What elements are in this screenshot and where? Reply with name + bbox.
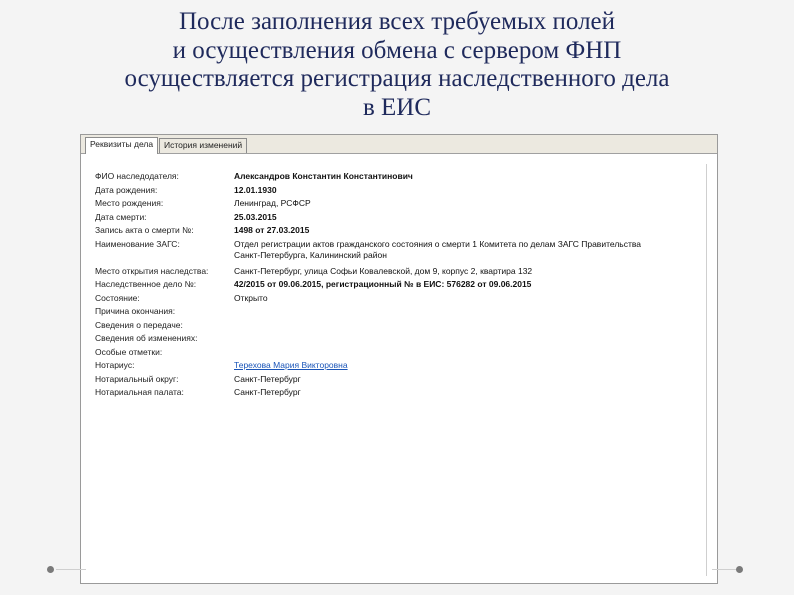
slide-decor-line	[56, 569, 86, 570]
notary-link[interactable]: Терехова Мария Викторовна	[234, 360, 348, 370]
field-value-line: Отдел регистрации актов гражданского состояния о смерти 1 Комитета по делам ЗАГС Правительства	[234, 238, 641, 249]
field-value-line: Санкт-Петербурга, Калининский район	[234, 249, 387, 260]
tab-bar	[81, 135, 717, 154]
field-label: Сведения о передаче:	[95, 319, 183, 330]
field-value: Открыто	[234, 292, 268, 303]
field-label: Запись акта о смерти №:	[95, 225, 194, 235]
field-label: Нотариальный округ:	[95, 373, 179, 384]
slide-title	[20, 8, 774, 122]
title-line: и осуществления обмена с сервером ФНП	[172, 36, 622, 64]
field-label: Наследственное дело №:	[95, 279, 197, 289]
slide-decor-dot	[736, 566, 743, 573]
field-value: 12.01.1930	[234, 184, 277, 195]
field-label: Сведения об изменениях:	[95, 333, 198, 343]
field-value: 42/2015 от 09.06.2015, регистрационный № в ЕИС: 576282 от 09.06.2015	[234, 279, 532, 289]
field-label: Состояние:	[95, 292, 140, 303]
field-label: Причина окончания:	[95, 306, 176, 316]
tab-case-details[interactable]: Реквизиты дела	[85, 137, 158, 154]
title-line: в ЕИС	[362, 93, 432, 121]
field-value: 1498 от 27.03.2015	[234, 225, 310, 235]
field-label: Нотариус:	[95, 360, 135, 370]
slide-decor-line	[712, 569, 738, 570]
field-label: Дата смерти:	[95, 211, 147, 222]
field-label: Место рождения:	[95, 198, 164, 208]
field-label: ФИО наследодателя:	[95, 171, 179, 181]
title-line: После заполнения всех требуемых полей	[178, 8, 616, 35]
field-value: Санкт-Петербург	[234, 387, 301, 397]
tab-change-history[interactable]: История изменений	[159, 138, 247, 153]
field-value: Санкт-Петербург, улица Софьи Ковалевской, дом 9, корпус 2, квартира 132	[234, 265, 533, 276]
field-value	[234, 239, 641, 261]
field-label: Особые отметки:	[95, 346, 163, 357]
slide-decor-dot	[47, 566, 54, 573]
field-label: Нотариальная палата:	[95, 387, 184, 397]
case-details-window	[80, 134, 718, 584]
field-label: Наименование ЗАГС:	[95, 238, 180, 249]
field-value: Санкт-Петербург	[234, 373, 301, 384]
field-value: Ленинград, РСФСР	[234, 198, 311, 208]
field-value: Александров Константин Константинович	[234, 171, 413, 181]
field-label: Дата рождения:	[95, 184, 158, 195]
field-value: 25.03.2015	[234, 211, 277, 222]
field-label: Место открытия наследства:	[95, 265, 209, 276]
window-right-edge	[706, 164, 707, 576]
title-line: осуществляется регистрация наследственного дела	[124, 65, 670, 92]
